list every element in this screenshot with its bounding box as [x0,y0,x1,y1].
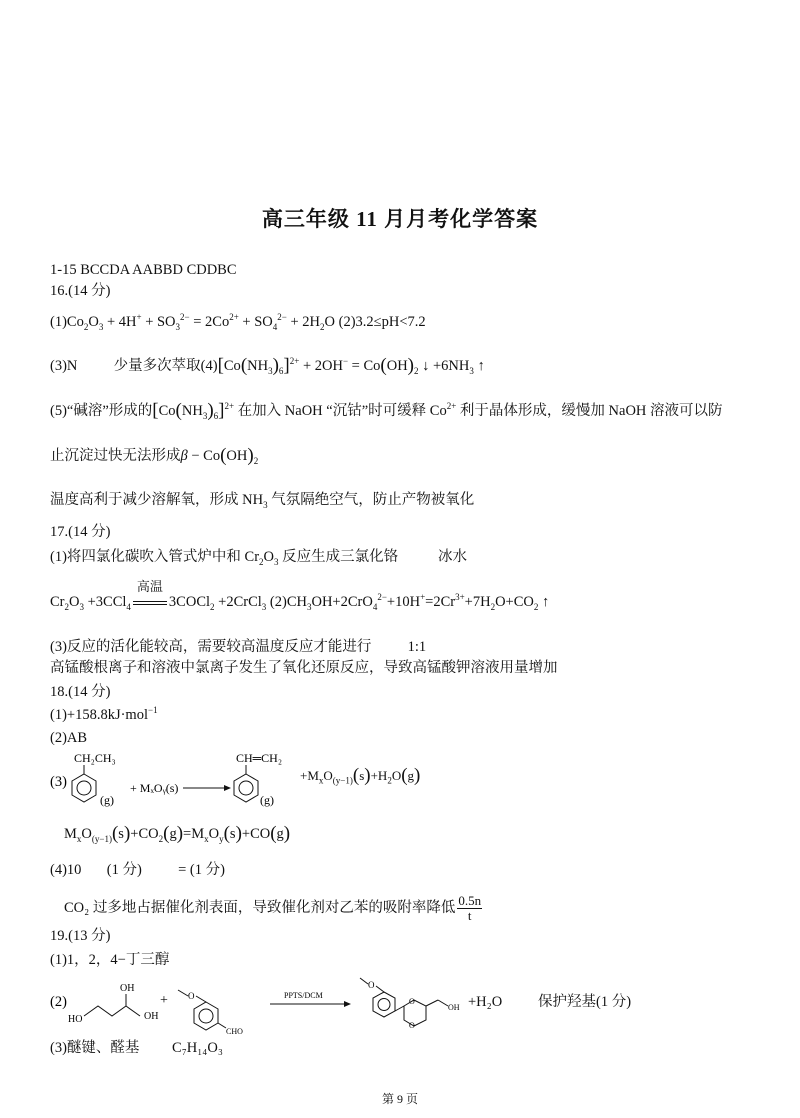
svg-text:OH: OH [448,1003,460,1012]
q16-heading: 16.(14 分) [50,283,111,299]
svg-text:O: O [368,980,375,990]
q18-part4: (4)10 (1 分) = (1 分) [50,862,225,878]
q16-part3-4: (3)N 少量多次萃取$(4)[Co(NH_3)_6]^{2+} + 2OH^- = Co(OH)_2$ ↓ $+6NH_3$ ↑ [50,355,485,376]
svg-text:OH: OH [144,1011,159,1022]
catalyst-oxide: + MₓOᵧ(s) [130,781,179,795]
rate-fraction: $\frac{0.5n}{t}$ [458,893,482,924]
acetal-reaction-scheme [48,976,538,1038]
q19-part2-note: 保护羟基(1 分) [538,994,632,1010]
svg-text:O: O [409,1021,415,1030]
dioxane-ring-icon [404,1000,426,1026]
q18-part5: CO₂ 过多地占据催化剂表面，导致催化剂对乙苯的吸附率降低 $\frac{0.5n}{t}$ [64,893,482,924]
benzene-ring-icon [194,1002,218,1030]
q16-part1: $(1)Co_2O_3 + 4H^+ + SO_3^{2-} = 2Co^{2+} + SO_4^{2-} + 2H_2O$ (2)3.2≤pH<7.2 [50,312,426,332]
svg-text:HO: HO [68,1014,83,1025]
benzene-ring-icon [72,774,96,802]
q17-part1: (1)将四氯化碳吹入管式炉中和 $Cr_2O_3$ 反应生成三氯化铬 冰水 [50,549,468,567]
vinyl-group: CH═CH₂ [236,751,283,765]
mc-answers: 1-15 BCCDA AABBD CDDBC [50,262,237,278]
svg-text:CHO: CHO [226,1027,243,1036]
svg-text:O: O [409,997,415,1006]
svg-text:(g): (g) [100,793,114,807]
reaction-condition: 高温 [136,579,163,594]
svg-text:(3): (3) [50,774,67,790]
q19-part1: (1)1，2，4−丁三醇 [50,952,170,968]
svg-text:(g): (g) [260,793,274,807]
q18-part2: (2)AB [50,730,88,746]
q16-part6: 温度高利于减少溶解氧，形成 $NH_3$ 气氛隔绝空气，防止产物被氧化 [50,492,475,510]
svg-text:(2): (2) [50,994,67,1010]
q18-heading: 18.(14 分) [50,684,111,700]
q16-part5: (5)“碱溶”形成的$[Co(NH_3)_6]^{2+}$ 在加入 NaOH “沉钴”时可缓释 $Co^{2+}$ 利于晶体形成，缓慢加 NaOH 溶液可以防 [50,400,723,421]
svg-text:+: + [160,993,168,1008]
q18-part3-eq2: $M_xO_{(y-1)}(s)+CO_2(g)=M_xO_y(s)+CO(g)$ [64,823,291,844]
q17-part4: 高锰酸根离子和溶液中氯离子发生了氧化还原反应，导致高锰酸钾溶液用量增加 [50,660,558,676]
q19-part3: (3)醚键、醛基 C₇H₁₄O₃ [50,1040,223,1056]
benzene-ring-icon [234,774,258,802]
svg-text:OH: OH [120,983,135,994]
q17-part3: (3)反应的活化能较高，需要较高温度反应才能进行 1:1 [50,639,427,655]
q18-part1: (1)+158.8kJ·mol$^{-1}$ [50,705,158,723]
ethyl-group: CH₂CH₃ [74,751,116,765]
benzene-ring-icon [373,992,395,1017]
q18-part3-products: $+M_xO_{(y-1)}(s)+H_2O(g)$ [300,765,421,786]
page-number: 第 9 页 [381,1092,418,1106]
q19-part2-water: +H₂O [468,994,503,1010]
q17-equations: $Cr_2O_3 +3CCl_4$ 高温 3COCl$_2$ +2CrCl$_3$ $(2)CH_3OH+2CrO_4^{2-}+10H^+=2Cr^{3+}+7H_2O+CO_2$ ↑ [50,579,550,612]
q16-part5-cont: 止沉淀过快无法形成$\beta - Co(OH)_2$ [50,445,259,466]
svg-text:PPTS/DCM: PPTS/DCM [284,991,323,1000]
page-title: 高三年级 11 月月考化学答案 [261,207,539,231]
q19-heading: 19.(13 分) [50,928,111,944]
svg-text:O: O [188,991,195,1001]
q17-heading: 17.(14 分) [50,524,111,540]
